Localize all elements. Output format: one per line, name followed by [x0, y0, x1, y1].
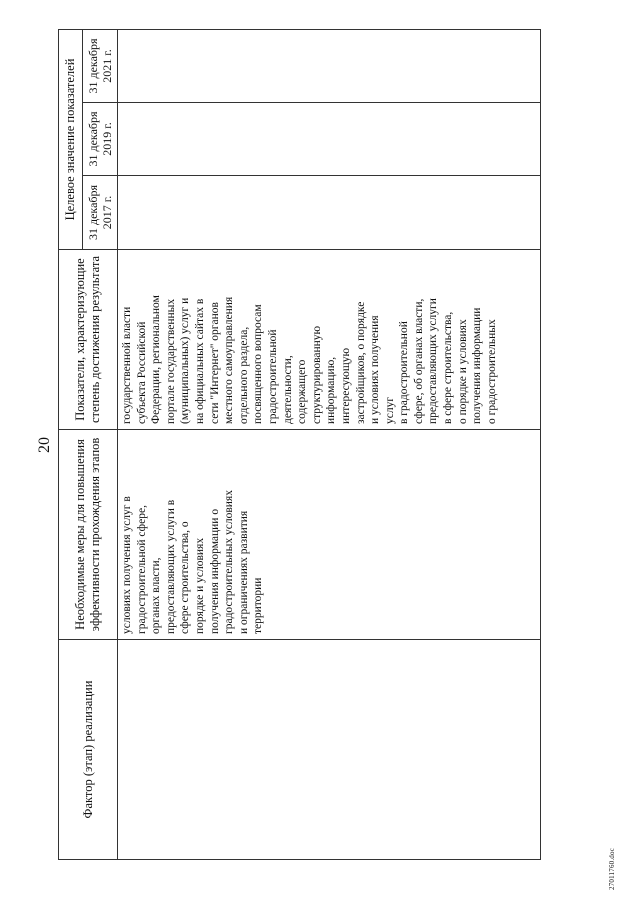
header-row-1: [59, 29, 83, 859]
indicators-table: [58, 29, 541, 860]
cell-measures: условиях получения услуг в градостроительной сфере, органах власти, предоставляющих услуги в сфере строительства, о порядке и условиях получения информации о градостроительных условиях и ограничениях развития территории: [118, 430, 541, 640]
rotated-page: [0, 30, 640, 890]
cell-indicators: государственной власти субъекта Российской Федерации, региональном портале государственных (муниципальных) услуг и на официальных сайтах в сети "Интернет" органов местного самоуправления отдельного раздела, посвященного вопросам градостроительной деятельности, содержащего структурированную информацию, интересующую застройщиков, о порядке и условиях получения услуг в градостроительной сфере, об органах власти, предоставляющих услуги в сфере строительства, о порядке и условиях получения информации о градостроительных: [118, 250, 541, 430]
cell-value-2019: [118, 103, 541, 176]
table-row: [118, 29, 541, 859]
header-target: Целевое значение показателей: [59, 29, 83, 249]
header-date-2019: 31 декабря 2019 г.: [83, 103, 118, 176]
header-date-2021: 31 декабря 2021 г.: [83, 29, 118, 102]
page-number: 20: [36, 437, 53, 453]
header-indicators: Показатели, характеризующие степень достижения результата: [59, 250, 118, 430]
header-measures: Необходимые меры для повышения эффективности прохождения этапов: [59, 430, 118, 640]
cell-value-2021: [118, 29, 541, 102]
header-factor: Фактор (этап) реализации: [59, 640, 118, 860]
cell-factor: [118, 640, 541, 860]
document-id: 27011760.doc: [608, 848, 616, 890]
cell-value-2017: [118, 176, 541, 250]
header-date-2017: 31 декабря 2017 г.: [83, 176, 118, 250]
